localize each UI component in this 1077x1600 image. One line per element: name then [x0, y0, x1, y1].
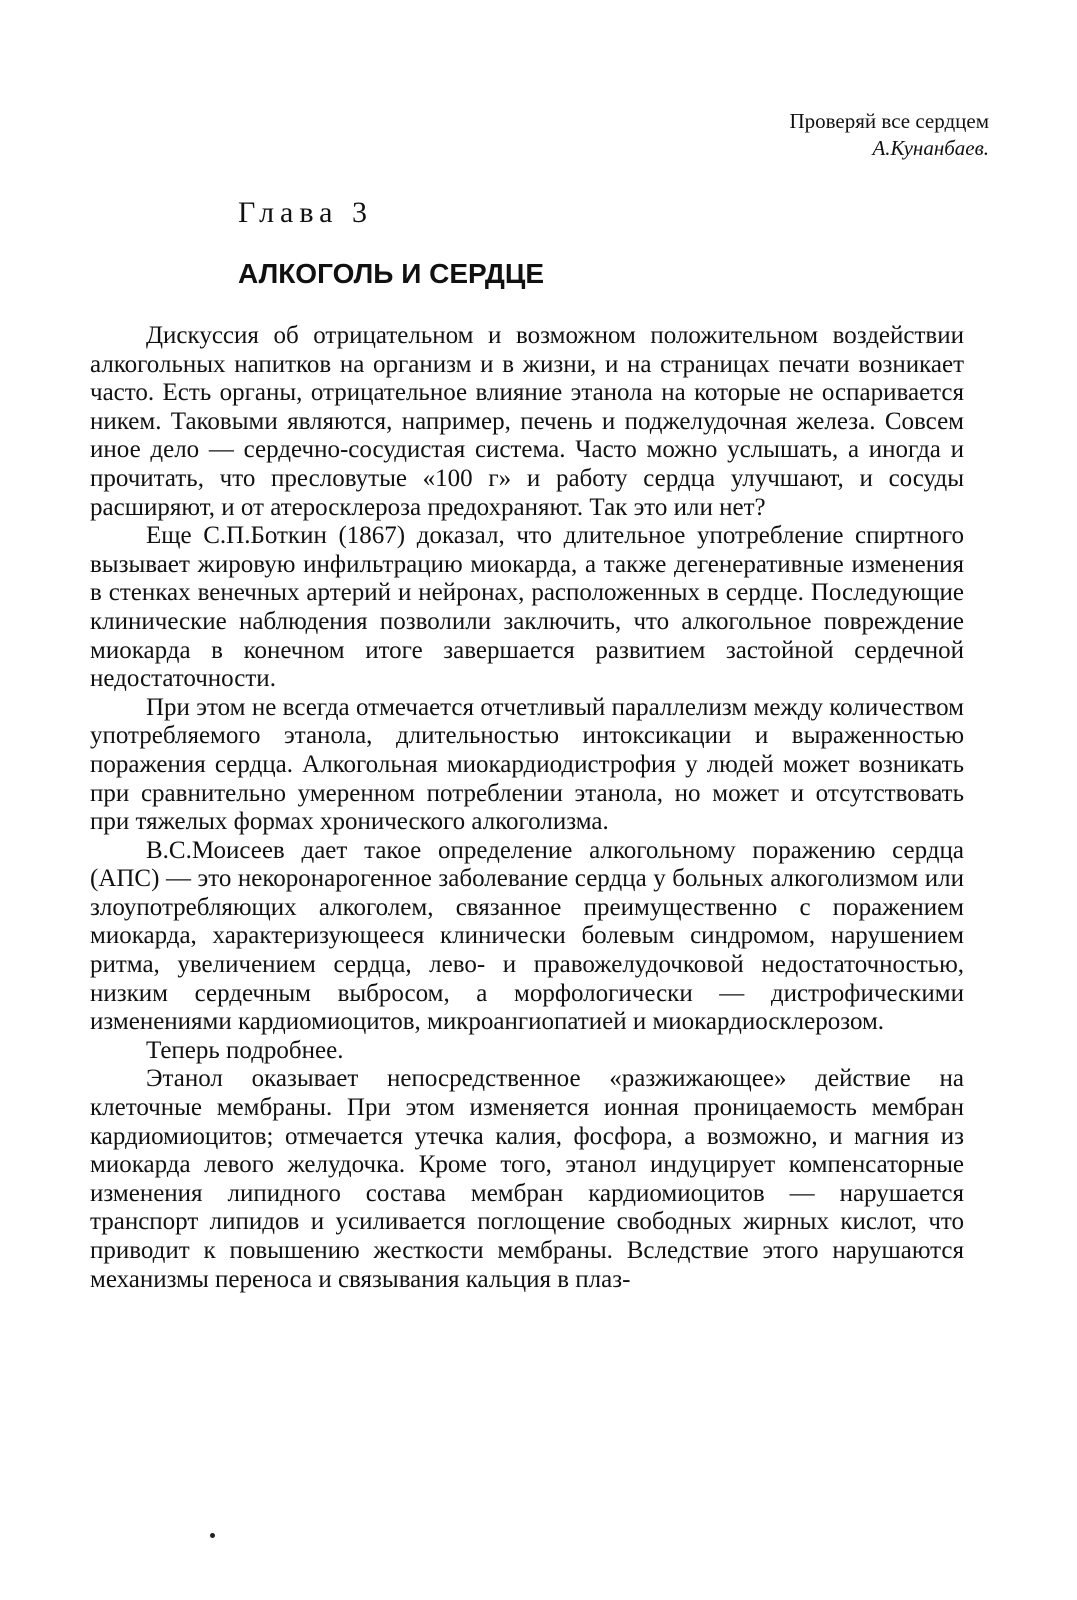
epigraph-quote: Проверяй все сердцем: [789, 109, 989, 133]
paragraph: При этом не всегда отмечается отчетливый параллелизм между количеством употребляемого этанола, длительностью интоксикации и выраженностью поражения сердца. Алкогольная миокардиодистрофия у людей может возникать при сравнительно умеренном потреблении этанола, но может и отсутствовать при тяжелых формах хронического алкоголизма.: [90, 693, 964, 836]
paragraph: Теперь подробнее.: [146, 1036, 344, 1064]
paragraph: Дискуссия об отрицательном и возможном положительном воздействии алкогольных напитков на организм и в жизни, и на страницах печати возникает часто. Есть органы, отрицательное влияние этанола на которые не оспаривается никем. Таковыми являются, например, печень и поджелудочная железа. Совсем иное дело — сердечно-сосудистая система. Часто можно услышать, а иногда и прочитать, что пресловутые «100 г» и работу сердца улучшают, и сосуды расширяют, и от атеросклероза предохраняют. Так это или нет?: [90, 322, 964, 521]
epigraph-author: А.Кунанбаев.: [872, 136, 989, 160]
paragraph: Этанол оказывает непосредственное «разжижающее» действие на клеточные мембраны. При этом изменяется ионная проницаемость мембран кардиомиоцитов; отмечается утечка калия, фосфора, а возможно, и магния из миокарда левого желудочка. Кроме того, этанол индуцирует компенсаторные изменения липидного состава мембран кардиомиоцитов — нарушается транспорт липидов и усиливается поглощение свободных жирных кислот, что приводит к повышению жесткости мембраны. Вследствие этого нарушаются механизмы переноса и связывания кальция в плаз-: [90, 1065, 964, 1293]
chapter-label: Глава 3: [238, 196, 373, 229]
paragraph: Еще С.П.Боткин (1867) доказал, что длительное употребление спиртного вызывает жировую инфильтрацию миокарда, а также дегенеративные изменения в стенках венечных артерий и нейронах, расположенных в сердце. Последующие клинические наблюдения позволили заключить, что алкогольное повреждение миокарда в конечном итоге завершается развитием застойной сердечной недостаточности.: [90, 522, 964, 693]
body-text: [90, 322, 964, 1294]
scan-speck: [210, 1533, 215, 1538]
epigraph: [789, 108, 989, 162]
paragraph: В.С.Моисеев дает такое определение алкогольному поражению сердца (АПС) — это некоронарогенное заболевание сердца у больных алкоголизмом или злоупотребляющих алкоголем, связанное преимущественно с поражением миокарда, характеризующееся клинически болевым синдромом, нарушением ритма, увеличением сердца, лево- и правожелудочковой недостаточностью, низким сердечным выбросом, а морфологически — дистрофическими изменениями кардиомиоцитов, микроангиопатией и миокардиосклерозом.: [90, 836, 964, 1036]
chapter-title: АЛКОГОЛЬ И СЕРДЦЕ: [238, 258, 545, 289]
